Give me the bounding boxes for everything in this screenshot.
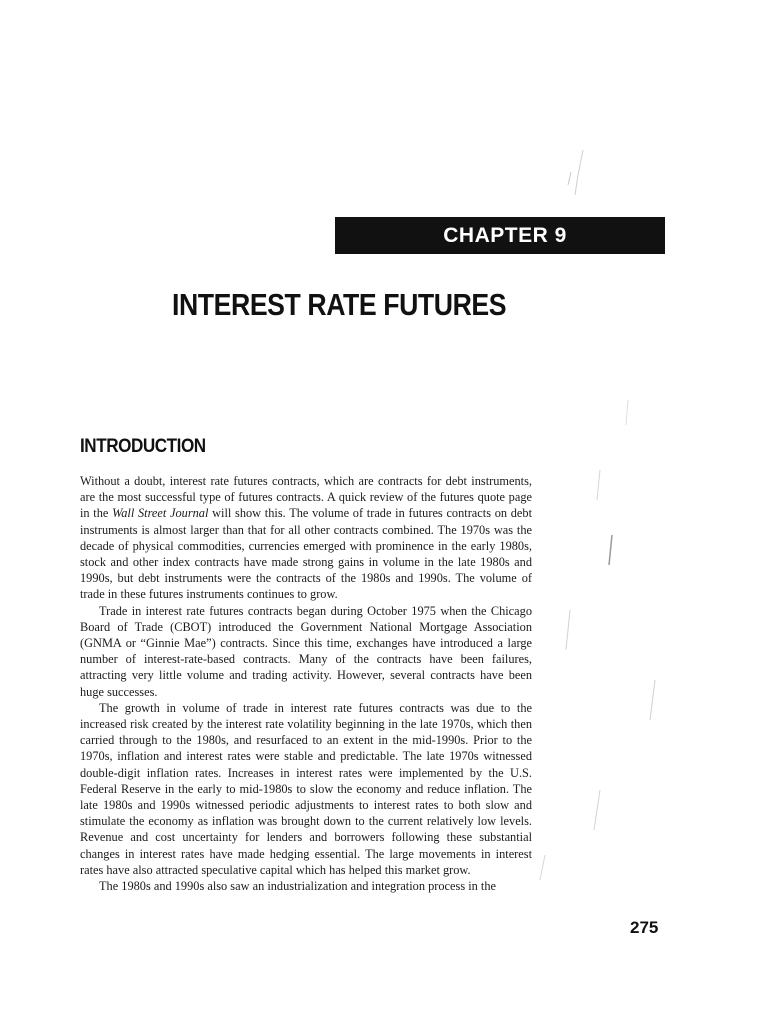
chapter-label-banner xyxy=(335,217,665,254)
section-heading: INTRODUCTION xyxy=(80,436,206,457)
paragraph-3: The growth in volume of trade in interest rate futures contracts was due to the increased risk created by the interest rate volatility beginning in the late 1970s, which then carried through to the 1980s, and resurfaced to an extent in the mid-1990s. Prior to the 1970s, inflation and interest rates were stable and predictable. The late 1970s witnessed double-digit inflation rates. Increases in interest rates were implemented by the U.S. Federal Reserve in the early to mid-1980s to slow the economy and reduce inflation. The late 1980s and 1990s witnessed periodic adjustments to interest rates to both slow and stimulate the economy as inflation was brought down to the current relatively low levels. Revenue and cost uncertainty for lenders and borrowers following these substantial changes in interest rates have made hedging essential. The large movements in interest rates have also attracted speculative capital which has helped this market grow. xyxy=(80,700,532,877)
paragraph-1: Without a doubt, interest rate futures contracts, which are contracts for debt instruments, are the most successful type of futures contracts. A quick review of the futures quote page in the Wall Street Journal will show this. The volume of trade in futures contracts on debt instruments is almost larger than that for all other contracts combined. The 1970s was the decade of physical commodities, currencies emerged with prominence in the early 1980s, stock and other index contracts have made strong gains in volume in the late 1980s and 1990s, but debt instruments were the contracts of the 1980s and 1990s. The volume of trade in these futures instruments continues to grow. xyxy=(80,474,532,602)
chapter-title: INTEREST RATE FUTURES xyxy=(172,287,507,322)
publication-title: Wall Street Journal xyxy=(112,506,209,521)
page-number: 275 xyxy=(630,918,659,937)
body-text xyxy=(80,473,532,894)
paragraph-2: Trade in interest rate futures contracts began during October 1975 when the Chicago Board of Trade (CBOT) introduced the Government National Mortgage Association (GNMA or “Ginnie Mae”) contracts. Since this time, exchanges have introduced a large number of interest-rate-based contracts. Many of the contracts have been failures, attracting very little volume and trading activity. However, several contracts have been huge successes. xyxy=(80,603,532,699)
chapter-label: CHAPTER 9 xyxy=(443,224,567,247)
paragraph-4: The 1980s and 1990s also saw an industrialization and integration process in the xyxy=(99,879,496,894)
